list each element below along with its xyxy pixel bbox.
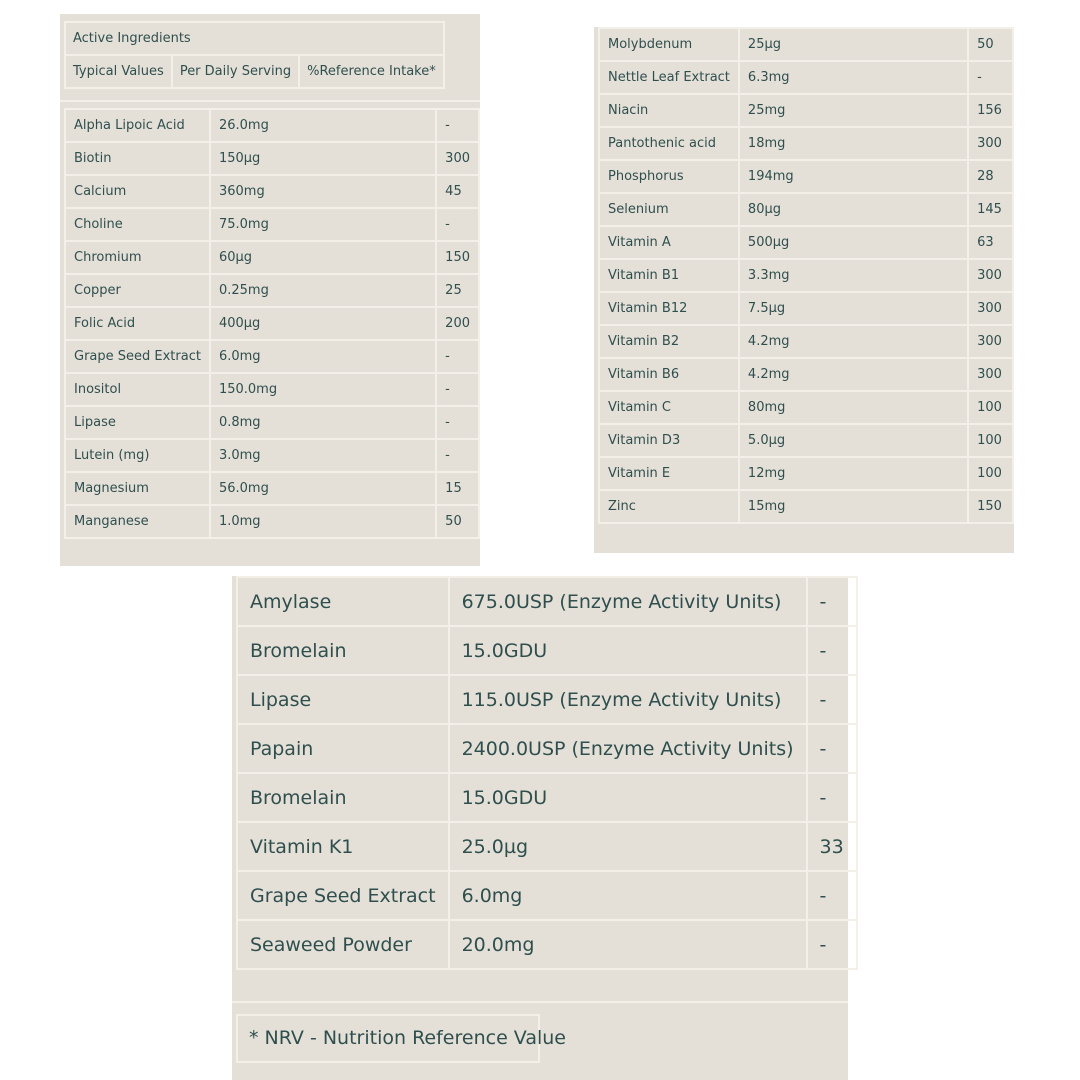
nutrition-table-panel-1 [60,14,480,566]
ingredient-amount: 20.0mg [449,920,807,969]
reference-intake-value: 150 [968,490,1013,523]
ingredient-name: Nettle Leaf Extract [599,61,739,94]
column-header-reference-intake: %Reference Intake* [299,55,444,88]
ingredient-amount: 150.0mg [210,373,436,406]
reference-intake-value: 63 [968,226,1013,259]
table-row [65,472,479,505]
table-row [599,424,1013,457]
footnote: * NRV - Nutrition Reference Value [236,1014,540,1063]
ingredient-amount: 75.0mg [210,208,436,241]
table-row [65,274,479,307]
ingredient-amount: 150µg [210,142,436,175]
reference-intake-value: - [807,577,857,626]
ingredient-amount: 2400.0USP (Enzyme Activity Units) [449,724,807,773]
reference-intake-value: - [436,340,479,373]
reference-intake-value: - [807,724,857,773]
reference-intake-value: 145 [968,193,1013,226]
ingredient-amount: 115.0USP (Enzyme Activity Units) [449,675,807,724]
header-title: Active Ingredients [65,22,444,55]
table-row [237,822,857,871]
reference-intake-value: 150 [436,241,479,274]
table-row [237,871,857,920]
table-row [599,127,1013,160]
ingredient-name: Grape Seed Extract [237,871,449,920]
table-row [237,577,857,626]
table-row [599,391,1013,424]
ingredient-amount: 675.0USP (Enzyme Activity Units) [449,577,807,626]
reference-intake-value: - [436,109,479,142]
ingredient-amount: 80mg [739,391,968,424]
ingredient-amount: 194mg [739,160,968,193]
reference-intake-value: 28 [968,160,1013,193]
table-row [599,94,1013,127]
column-header-per-daily-serving: Per Daily Serving [172,55,299,88]
ingredient-name: Biotin [65,142,210,175]
ingredient-name: Lipase [237,675,449,724]
reference-intake-value: 300 [968,127,1013,160]
ingredient-name: Manganese [65,505,210,538]
ingredient-name: Selenium [599,193,739,226]
ingredient-amount: 15.0GDU [449,773,807,822]
ingredient-amount: 56.0mg [210,472,436,505]
table-row [65,505,479,538]
reference-intake-value: - [807,871,857,920]
reference-intake-value: 100 [968,391,1013,424]
ingredient-amount: 4.2mg [739,358,968,391]
reference-intake-value: 300 [968,259,1013,292]
ingredient-name: Pantothenic acid [599,127,739,160]
table-row [65,439,479,472]
table-header [64,21,445,89]
reference-intake-value: - [807,675,857,724]
ingredient-name: Choline [65,208,210,241]
ingredient-amount: 6.0mg [210,340,436,373]
ingredient-amount: 7.5µg [739,292,968,325]
reference-intake-value: 100 [968,424,1013,457]
ingredient-name: Bromelain [237,626,449,675]
ingredient-name: Phosphorus [599,160,739,193]
table-row [599,292,1013,325]
table-row [599,325,1013,358]
ingredient-amount: 15.0GDU [449,626,807,675]
divider [60,100,480,102]
ingredient-name: Inositol [65,373,210,406]
enzymes-table [236,576,858,970]
table-row [237,773,857,822]
ingredient-amount: 25mg [739,94,968,127]
ingredients-table [64,108,480,539]
divider [232,1001,848,1003]
ingredient-amount: 0.25mg [210,274,436,307]
ingredient-amount: 12mg [739,457,968,490]
ingredient-amount: 25µg [739,28,968,61]
nutrition-table-panel-3 [232,576,848,1080]
ingredient-name: Vitamin B6 [599,358,739,391]
ingredient-amount: 3.3mg [739,259,968,292]
ingredient-amount: 400µg [210,307,436,340]
ingredient-name: Vitamin E [599,457,739,490]
ingredient-name: Calcium [65,175,210,208]
ingredient-name: Niacin [599,94,739,127]
reference-intake-value: - [436,373,479,406]
reference-intake-value: - [436,439,479,472]
ingredient-name: Vitamin K1 [237,822,449,871]
ingredient-name: Lutein (mg) [65,439,210,472]
ingredient-name: Grape Seed Extract [65,340,210,373]
reference-intake-value: - [436,406,479,439]
table-row [599,457,1013,490]
table-row [65,406,479,439]
ingredient-name: Vitamin A [599,226,739,259]
ingredient-name: Amylase [237,577,449,626]
table-row [599,61,1013,94]
table-row [599,193,1013,226]
nutrition-table-panel-2 [594,27,1014,553]
table-row [599,160,1013,193]
reference-intake-value: 300 [968,358,1013,391]
ingredient-name: Papain [237,724,449,773]
table-row [599,226,1013,259]
ingredient-name: Vitamin B2 [599,325,739,358]
ingredient-amount: 80µg [739,193,968,226]
reference-intake-value: - [436,208,479,241]
ingredient-amount: 0.8mg [210,406,436,439]
ingredient-name: Alpha Lipoic Acid [65,109,210,142]
ingredients-table [598,27,1014,524]
ingredient-amount: 6.0mg [449,871,807,920]
ingredient-amount: 360mg [210,175,436,208]
column-header-typical-values: Typical Values [65,55,172,88]
ingredient-amount: 4.2mg [739,325,968,358]
table-row [599,28,1013,61]
ingredient-amount: 25.0µg [449,822,807,871]
table-row [237,920,857,969]
reference-intake-value: 300 [968,325,1013,358]
table-row [599,490,1013,523]
reference-intake-value: 100 [968,457,1013,490]
ingredient-name: Vitamin B12 [599,292,739,325]
reference-intake-value: - [807,773,857,822]
ingredient-amount: 5.0µg [739,424,968,457]
table-row [237,626,857,675]
ingredient-amount: 500µg [739,226,968,259]
ingredient-name: Molybdenum [599,28,739,61]
ingredient-amount: 26.0mg [210,109,436,142]
ingredient-name: Vitamin C [599,391,739,424]
reference-intake-value: 156 [968,94,1013,127]
ingredient-name: Vitamin B1 [599,259,739,292]
ingredient-amount: 18mg [739,127,968,160]
ingredient-name: Lipase [65,406,210,439]
reference-intake-value: 200 [436,307,479,340]
ingredient-amount: 3.0mg [210,439,436,472]
reference-intake-value: 50 [436,505,479,538]
reference-intake-value: 300 [968,292,1013,325]
reference-intake-value: - [968,61,1013,94]
ingredient-name: Seaweed Powder [237,920,449,969]
reference-intake-value: 300 [436,142,479,175]
ingredient-name: Magnesium [65,472,210,505]
reference-intake-value: 45 [436,175,479,208]
ingredient-name: Copper [65,274,210,307]
table-row [237,724,857,773]
table-row [65,175,479,208]
ingredient-amount: 60µg [210,241,436,274]
table-row [65,307,479,340]
table-row [65,142,479,175]
ingredient-amount: 15mg [739,490,968,523]
reference-intake-value: 15 [436,472,479,505]
table-row [65,340,479,373]
table-row [65,208,479,241]
ingredient-name: Vitamin D3 [599,424,739,457]
table-row [599,358,1013,391]
ingredient-name: Bromelain [237,773,449,822]
reference-intake-value: 50 [968,28,1013,61]
table-row [65,373,479,406]
table-row [237,675,857,724]
ingredient-amount: 1.0mg [210,505,436,538]
table-row [65,109,479,142]
reference-intake-value: 33 [807,822,857,871]
table-row [65,241,479,274]
ingredient-amount: 6.3mg [739,61,968,94]
ingredient-name: Zinc [599,490,739,523]
reference-intake-value: - [807,626,857,675]
ingredient-name: Chromium [65,241,210,274]
ingredient-name: Folic Acid [65,307,210,340]
table-row [599,259,1013,292]
reference-intake-value: - [807,920,857,969]
reference-intake-value: 25 [436,274,479,307]
